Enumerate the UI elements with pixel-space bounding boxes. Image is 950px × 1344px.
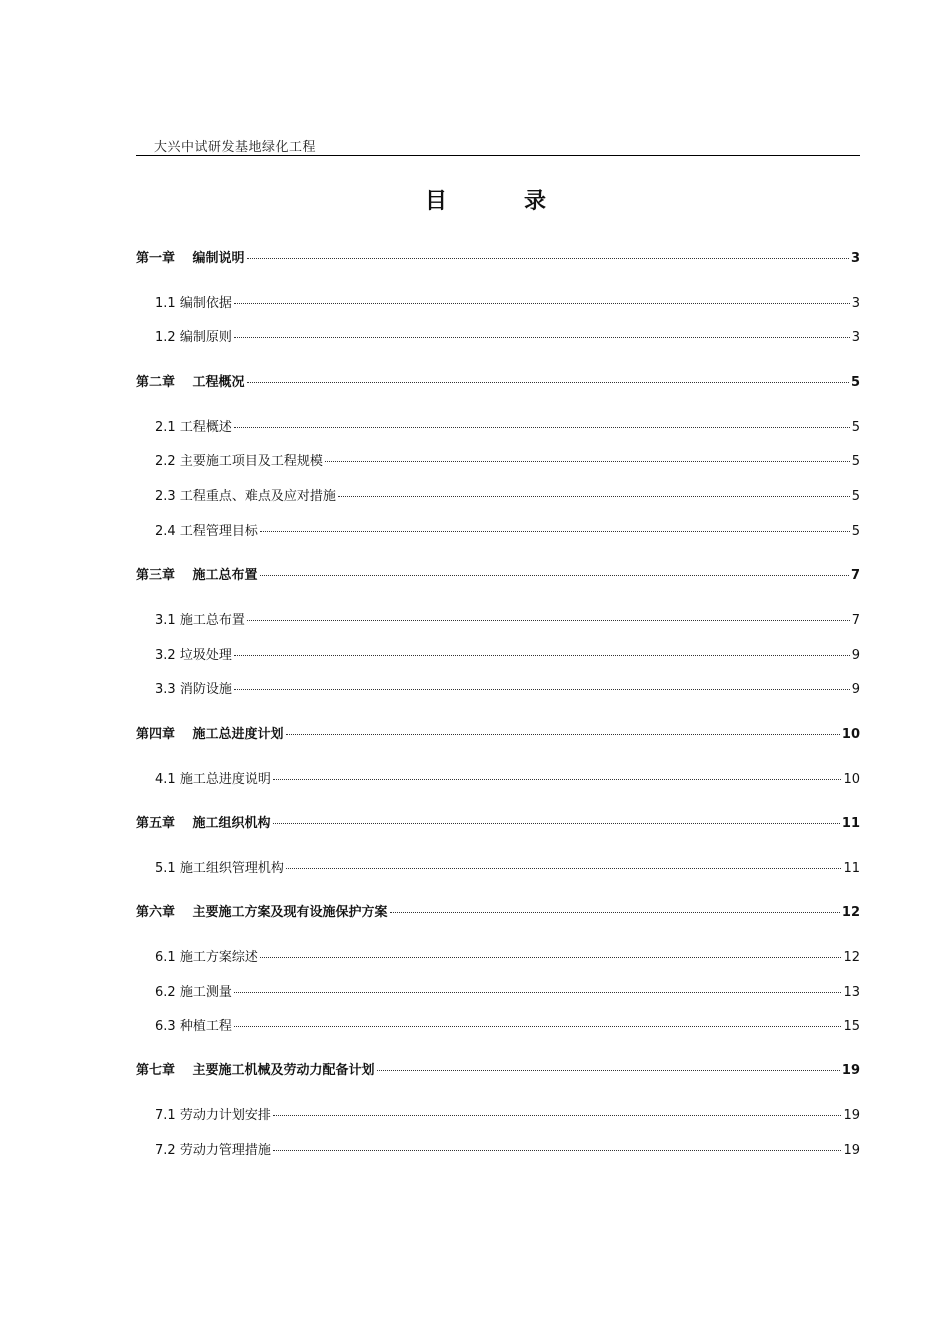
toc-entry-title: 工程管理目标	[179, 524, 258, 539]
toc-entry-number: 2.2	[155, 454, 176, 469]
toc-page-number: 3	[851, 330, 860, 345]
toc-entry-title: 消防设施	[179, 682, 232, 697]
toc-dot-leader	[234, 689, 850, 690]
toc-section-entry[interactable]	[155, 646, 860, 666]
toc-section-entry[interactable]	[155, 611, 860, 631]
toc-chapter-entry[interactable]	[136, 814, 860, 834]
toc-entry-label	[155, 294, 232, 314]
toc-dot-leader	[286, 868, 842, 869]
toc-entry-label	[136, 725, 284, 745]
toc-page-number: 7	[851, 613, 860, 628]
toc-dot-leader	[260, 957, 842, 958]
toc-chapter-entry[interactable]	[136, 566, 860, 586]
toc-dot-leader	[273, 1150, 842, 1151]
toc-page-number: 11	[843, 861, 860, 876]
toc-dot-leader	[273, 1115, 842, 1116]
header-title: 大兴中试研发基地绿化工程	[154, 140, 317, 155]
toc-entry-title: 主要施工方案及现有设施保护方案	[192, 905, 388, 920]
toc-entry-title: 工程重点、难点及应对措施	[179, 489, 336, 504]
toc-dot-leader	[377, 1070, 840, 1071]
toc-entry-number: 第五章	[136, 816, 176, 831]
toc-section-entry[interactable]	[155, 294, 860, 314]
toc-entry-number: 第三章	[136, 568, 176, 583]
toc-section-entry[interactable]	[155, 770, 860, 790]
toc-page-number: 5	[851, 489, 860, 504]
toc-entry-title: 施工组织机构	[192, 816, 271, 831]
toc-section-entry[interactable]	[155, 1106, 860, 1126]
toc-entry-number: 2.4	[155, 524, 176, 539]
toc-entry-label	[155, 646, 232, 666]
toc-page-number: 9	[851, 648, 860, 663]
toc-dot-leader	[273, 779, 842, 780]
toc-entry-label	[155, 452, 323, 472]
toc-entry-number: 1.1	[155, 296, 176, 311]
toc-page-number: 11	[841, 816, 860, 831]
toc-entry-label	[155, 328, 232, 348]
toc-entry-label	[155, 611, 245, 631]
toc-chapter-entry[interactable]	[136, 903, 860, 923]
toc-entry-label	[136, 373, 245, 393]
toc-entry-label	[155, 859, 284, 879]
toc-entry-number: 第二章	[136, 375, 176, 390]
toc-page-number: 9	[851, 682, 860, 697]
toc-entry-label	[155, 680, 232, 700]
toc-entry-label	[136, 903, 388, 923]
toc-dot-leader	[260, 531, 850, 532]
toc-dot-leader	[286, 734, 840, 735]
toc-dot-leader	[273, 823, 840, 824]
toc-dot-leader	[234, 1026, 842, 1027]
toc-entry-number: 6.3	[155, 1019, 176, 1034]
toc-entry-number: 6.2	[155, 985, 176, 1000]
toc-entry-title: 施工总进度说明	[179, 772, 271, 787]
toc-section-entry[interactable]	[155, 1141, 860, 1161]
toc-entry-number: 2.3	[155, 489, 176, 504]
toc-entry-number: 7.1	[155, 1108, 176, 1123]
toc-entry-title: 施工组织管理机构	[179, 861, 284, 876]
toc-entry-label	[155, 1106, 271, 1126]
toc-entry-number: 4.1	[155, 772, 176, 787]
toc-page-number: 5	[850, 375, 860, 390]
toc-page-number: 19	[843, 1108, 860, 1123]
toc-section-entry[interactable]	[155, 418, 860, 438]
toc-entry-title: 主要施工机械及劳动力配备计划	[192, 1063, 375, 1078]
toc-page-number: 3	[850, 251, 860, 266]
toc-section-entry[interactable]	[155, 948, 860, 968]
toc-chapter-entry[interactable]	[136, 373, 860, 393]
toc-dot-leader	[234, 992, 842, 993]
toc-page-number: 10	[843, 772, 860, 787]
toc-page-number: 12	[841, 905, 860, 920]
toc-entry-title: 垃圾处理	[179, 648, 232, 663]
toc-dot-leader	[390, 912, 840, 913]
toc-entry-number: 2.1	[155, 420, 176, 435]
toc-entry-label	[155, 983, 232, 1003]
toc-dot-leader	[234, 427, 850, 428]
toc-dot-leader	[247, 620, 850, 621]
toc-entry-title: 劳动力管理措施	[179, 1143, 271, 1158]
toc-section-entry[interactable]	[155, 859, 860, 879]
toc-entry-label	[136, 249, 245, 269]
toc-entry-number: 1.2	[155, 330, 176, 345]
toc-page-number: 5	[851, 524, 860, 539]
toc-entry-title: 施工方案综述	[179, 950, 258, 965]
toc-entry-label	[136, 814, 271, 834]
toc-entry-title: 编制依据	[179, 296, 232, 311]
toc-dot-leader	[234, 337, 850, 338]
toc-entry-label	[155, 522, 258, 542]
toc-chapter-entry[interactable]	[136, 249, 860, 269]
toc-chapter-entry[interactable]	[136, 725, 860, 745]
toc-section-entry[interactable]	[155, 328, 860, 348]
toc-entry-number: 第六章	[136, 905, 176, 920]
toc-entry-title: 劳动力计划安排	[179, 1108, 271, 1123]
toc-dot-leader	[234, 303, 850, 304]
toc-section-entry[interactable]	[155, 522, 860, 542]
toc-entry-number: 3.3	[155, 682, 176, 697]
toc-dot-leader	[325, 461, 850, 462]
toc-page-number: 12	[843, 950, 860, 965]
toc-entry-label	[136, 566, 258, 586]
toc-dot-leader	[338, 496, 850, 497]
toc-page-number: 5	[851, 420, 860, 435]
toc-entry-label	[155, 418, 232, 438]
toc-page-number: 3	[851, 296, 860, 311]
toc-entry-number: 第七章	[136, 1063, 176, 1078]
toc-page-number: 19	[841, 1063, 860, 1078]
toc-entry-title: 种植工程	[179, 1019, 232, 1034]
toc-dot-leader	[247, 382, 849, 383]
toc-section-entry[interactable]	[155, 487, 860, 507]
toc-entry-number: 5.1	[155, 861, 176, 876]
toc-entry-number: 7.2	[155, 1143, 176, 1158]
toc-page-number: 7	[850, 568, 860, 583]
toc-entry-title: 工程概述	[179, 420, 232, 435]
toc-chapter-entry[interactable]	[136, 1061, 860, 1081]
toc-section-entry[interactable]	[155, 680, 860, 700]
toc-dot-leader	[260, 575, 849, 576]
toc-page-number: 19	[843, 1143, 860, 1158]
toc-entry-title: 施工总进度计划	[192, 727, 284, 742]
toc-entry-label	[155, 948, 258, 968]
toc-entry-title: 主要施工项目及工程规模	[179, 454, 323, 469]
toc-entry-number: 第一章	[136, 251, 176, 266]
toc-entry-number: 3.1	[155, 613, 176, 628]
toc-entry-title: 施工总布置	[192, 568, 258, 583]
toc-dot-leader	[234, 655, 850, 656]
toc-entry-label	[136, 1061, 375, 1081]
toc-page-number: 15	[843, 1019, 860, 1034]
toc-entry-label	[155, 487, 336, 507]
toc-entry-number: 第四章	[136, 727, 176, 742]
toc-title-char-1: 目	[425, 188, 448, 214]
toc-title	[0, 184, 950, 218]
toc-entry-number: 3.2	[155, 648, 176, 663]
toc-section-entry[interactable]	[155, 983, 860, 1003]
toc-entry-label	[155, 1141, 271, 1161]
toc-entry-title: 工程概况	[192, 375, 245, 390]
toc-section-entry[interactable]	[155, 452, 860, 472]
toc-page-number: 5	[851, 454, 860, 469]
toc-entry-title: 施工测量	[179, 985, 232, 1000]
toc-section-entry[interactable]	[155, 1017, 860, 1037]
toc-entry-title: 编制说明	[192, 251, 245, 266]
toc-entry-title: 编制原则	[179, 330, 232, 345]
toc-page-number: 13	[843, 985, 860, 1000]
toc-entry-title: 施工总布置	[179, 613, 245, 628]
toc-entry-number: 6.1	[155, 950, 176, 965]
toc-dot-leader	[247, 258, 849, 259]
toc-entry-label	[155, 770, 271, 790]
toc-page-number: 10	[841, 727, 860, 742]
toc-title-char-2: 录	[524, 188, 547, 214]
page-header	[136, 136, 860, 156]
toc-entry-label	[155, 1017, 232, 1037]
